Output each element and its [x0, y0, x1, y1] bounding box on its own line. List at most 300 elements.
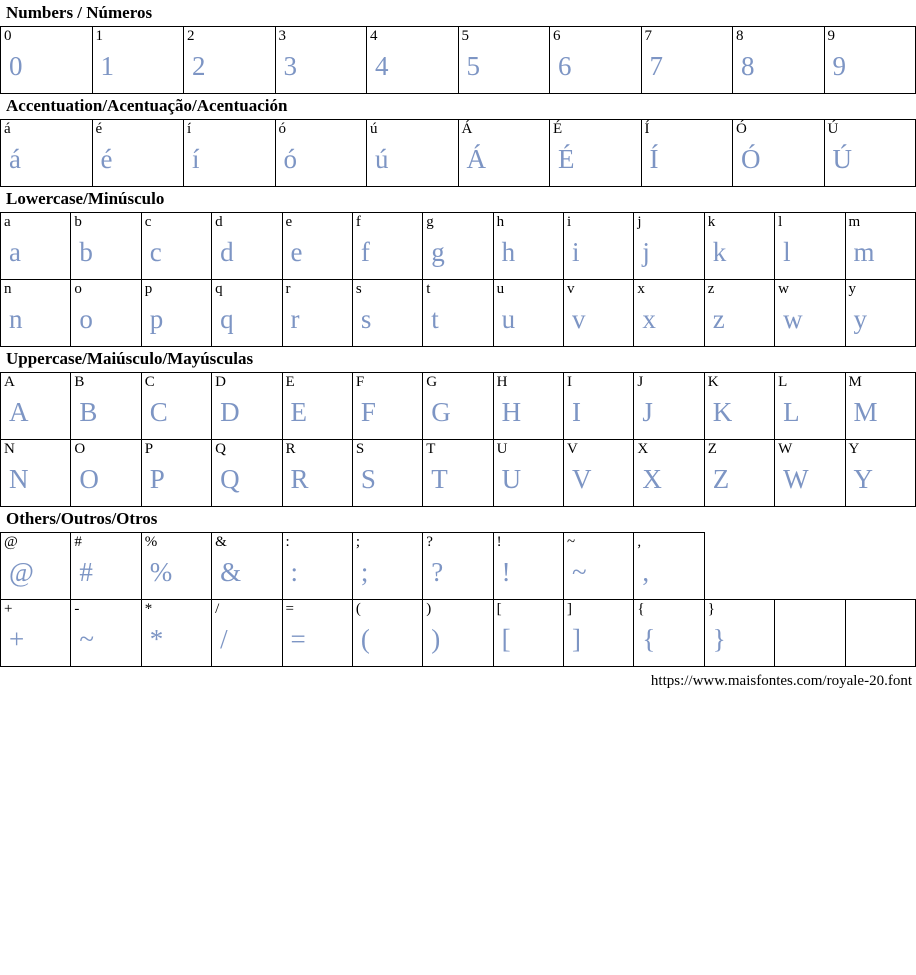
section-numbers [0, 0, 916, 94]
glyph-label: 6 [553, 28, 561, 44]
glyph-sample: ! [501, 557, 511, 587]
glyph-sample: 3 [283, 51, 297, 81]
glyph-label: ó [278, 121, 286, 137]
glyph-sample: h [501, 237, 516, 267]
glyph-label: ! [496, 534, 502, 550]
glyph-sample: L [783, 397, 800, 427]
table-row [1, 213, 916, 280]
glyph-sample: 1 [100, 51, 114, 81]
glyph-label: 1 [95, 28, 103, 44]
glyph-sample: ; [360, 557, 369, 587]
glyph-label: í [187, 121, 192, 137]
glyph-label: V [567, 441, 578, 457]
glyph-cell[interactable] [493, 373, 563, 440]
glyph-cell[interactable] [704, 600, 774, 667]
glyph-sample: ) [431, 624, 441, 654]
glyph-label: r [285, 281, 291, 297]
glyph-sample: Z [712, 464, 730, 494]
glyph-sample: Í [649, 144, 659, 174]
glyph-sample: 2 [192, 51, 206, 81]
glyph-cell[interactable] [550, 120, 642, 187]
glyph-label: ] [567, 601, 572, 617]
glyph-cell[interactable] [775, 373, 845, 440]
section-title-uppercase: Uppercase/Maiúsculo/Mayúsculas [6, 349, 254, 368]
glyph-label: j [637, 214, 642, 230]
glyph-label: I [567, 374, 572, 390]
glyph-cell[interactable] [212, 600, 282, 667]
glyph-cell[interactable] [275, 27, 367, 94]
glyph-label: E [285, 374, 295, 390]
glyph-label: i [567, 214, 572, 230]
glyph-label: ) [426, 601, 432, 617]
glyph-cell[interactable] [775, 440, 845, 507]
glyph-sample: s [360, 304, 372, 334]
glyph-label: Q [215, 441, 226, 457]
glyph-sample: @ [9, 557, 34, 587]
glyph-label: # [74, 534, 82, 550]
glyph-cell[interactable] [1, 373, 71, 440]
glyph-label: % [144, 534, 158, 550]
section-title-lowercase: Lowercase/Minúsculo [6, 189, 165, 208]
glyph-sample: % [149, 557, 173, 587]
section-title-numbers: Numbers / Números [6, 3, 153, 22]
glyph-label: F [355, 374, 365, 390]
glyph-cell[interactable] [1, 280, 71, 347]
glyph-cell[interactable] [634, 533, 704, 600]
glyph-label: e [285, 214, 293, 230]
glyph-sample: T [431, 464, 448, 494]
glyph-label: Á [461, 121, 473, 137]
glyph-label: y [848, 281, 856, 297]
glyph-cell[interactable] [493, 533, 563, 600]
glyph-sample: G [431, 397, 451, 427]
glyph-label: Y [848, 441, 860, 457]
glyph-cell-empty [775, 600, 845, 667]
glyph-label: 7 [644, 28, 652, 44]
glyph-cell[interactable] [493, 440, 563, 507]
glyph-sample: v [572, 304, 586, 334]
glyph-label: * [144, 601, 153, 617]
glyph-label: m [848, 214, 861, 230]
glyph-sample: { [642, 624, 656, 654]
glyph-label: G [426, 374, 438, 390]
glyph-cell[interactable] [634, 213, 704, 280]
glyph-label: X [637, 441, 649, 457]
glyph-sample: w [783, 304, 803, 334]
glyph-sample: H [501, 397, 522, 427]
glyph-sample: ? [431, 557, 444, 587]
glyph-cell[interactable] [423, 373, 493, 440]
glyph-cell[interactable] [282, 440, 352, 507]
glyph-cell[interactable] [634, 373, 704, 440]
glyph-cell[interactable] [282, 600, 352, 667]
glyph-cell[interactable] [71, 280, 141, 347]
source-url[interactable]: https://www.maisfontes.com/royale-20.font [650, 673, 912, 689]
glyph-sample: i [572, 237, 580, 267]
glyph-label: n [4, 281, 12, 297]
glyph-label: U [496, 441, 508, 457]
glyph-label: & [215, 534, 227, 550]
glyph-label: ú [370, 121, 378, 137]
glyph-cell[interactable] [550, 27, 642, 94]
glyph-sample: z [712, 304, 725, 334]
glyph-label: @ [4, 534, 18, 550]
glyph-sample: Y [853, 464, 873, 494]
glyph-cell[interactable] [1, 533, 71, 600]
glyph-label: L [778, 374, 788, 390]
glyph-label: ~ [567, 534, 576, 550]
glyph-sample: I [572, 397, 581, 427]
glyph-sample: + [9, 624, 25, 654]
glyph-cell[interactable] [564, 440, 634, 507]
glyph-cell[interactable] [423, 213, 493, 280]
glyph-cell[interactable] [141, 213, 211, 280]
glyph-sample: x [642, 304, 656, 334]
glyph-cell[interactable] [1, 600, 71, 667]
glyph-cell[interactable] [423, 533, 493, 600]
glyph-label: k [707, 214, 716, 230]
glyph-cell[interactable] [141, 600, 211, 667]
glyph-sample: [ [501, 624, 511, 654]
glyph-sample: 5 [466, 51, 480, 81]
glyph-cell[interactable] [184, 120, 276, 187]
glyph-label: - [74, 601, 80, 617]
glyph-cell[interactable] [141, 373, 211, 440]
glyph-cell[interactable] [493, 600, 563, 667]
glyph-label: w [778, 281, 789, 297]
glyph-sample: A [9, 397, 29, 427]
glyph-cell-empty [845, 600, 916, 667]
glyph-sample: & [220, 557, 242, 587]
glyph-cell[interactable] [641, 120, 733, 187]
glyph-label: / [215, 601, 220, 617]
glyph-label: É [553, 121, 563, 137]
glyph-label: ( [355, 601, 361, 617]
glyph-label: M [848, 374, 862, 390]
glyph-label: 3 [278, 28, 286, 44]
glyph-sample: # [79, 557, 93, 587]
glyph-sample: / [220, 624, 228, 654]
glyph-sample: O [79, 464, 99, 494]
glyph-cell[interactable] [1, 440, 71, 507]
glyph-cell[interactable] [704, 373, 774, 440]
glyph-sample: 6 [558, 51, 572, 81]
glyph-label: p [144, 281, 153, 297]
table-row [1, 27, 916, 94]
glyph-label: + [4, 601, 13, 617]
glyph-label: f [355, 214, 361, 230]
glyph-label: q [215, 281, 223, 297]
glyph-sample: U [501, 464, 522, 494]
glyph-cell[interactable] [845, 373, 916, 440]
glyph-cell[interactable] [282, 373, 352, 440]
glyph-label: 0 [4, 28, 12, 44]
glyph-cell[interactable] [733, 27, 825, 94]
glyph-sample: X [642, 464, 662, 494]
glyph-label: 2 [187, 28, 195, 44]
glyph-label: Z [707, 441, 717, 457]
glyph-cell[interactable] [141, 440, 211, 507]
glyph-sample: ~ [572, 557, 587, 587]
glyph-label: é [95, 121, 103, 137]
glyph-sample: n [9, 304, 23, 334]
glyph-label: K [707, 374, 719, 390]
glyph-label: 9 [827, 28, 835, 44]
glyph-sample: J [642, 397, 653, 427]
glyph-sample: B [79, 397, 98, 427]
glyph-label: z [707, 281, 715, 297]
glyph-cell[interactable] [352, 440, 422, 507]
glyph-cell[interactable] [367, 120, 459, 187]
glyph-label: h [496, 214, 505, 230]
glyph-cell[interactable] [352, 600, 422, 667]
glyph-label: g [426, 214, 434, 230]
glyph-sample: b [79, 237, 93, 267]
glyph-table-accentuation [0, 119, 916, 187]
glyph-sample: F [360, 397, 376, 427]
glyph-sample: a [9, 237, 21, 267]
table-row [1, 533, 916, 600]
glyph-cell[interactable] [493, 213, 563, 280]
glyph-cell[interactable] [1, 213, 71, 280]
glyph-label: D [215, 374, 226, 390]
glyph-cell[interactable] [212, 533, 282, 600]
glyph-cell[interactable] [634, 600, 704, 667]
glyph-label: u [496, 281, 505, 297]
glyph-cell[interactable] [493, 280, 563, 347]
glyph-cell[interactable] [634, 440, 704, 507]
glyph-cell[interactable] [212, 280, 282, 347]
glyph-sample: y [853, 304, 867, 334]
glyph-sample: t [431, 304, 439, 334]
table-row [1, 600, 916, 667]
glyph-cell[interactable] [352, 373, 422, 440]
glyph-cell[interactable] [564, 533, 634, 600]
glyph-sample: 0 [9, 51, 23, 81]
glyph-label: Ó [736, 121, 747, 137]
glyph-sample: C [149, 397, 168, 427]
glyph-label: O [74, 441, 86, 457]
glyph-sample: ó [283, 144, 297, 174]
glyph-cell[interactable] [733, 120, 825, 187]
glyph-cell[interactable] [704, 213, 774, 280]
glyph-cell[interactable] [92, 120, 184, 187]
glyph-sample: , [642, 557, 650, 587]
glyph-cell[interactable] [212, 213, 282, 280]
glyph-sample: 8 [741, 51, 755, 81]
section-title-accentuation: Accentuation/Acentuação/Acentuación [6, 96, 288, 115]
glyph-label: B [74, 374, 85, 390]
glyph-cell[interactable] [641, 27, 733, 94]
glyph-label: N [4, 441, 15, 457]
glyph-label: [ [496, 601, 502, 617]
glyph-cell[interactable] [634, 280, 704, 347]
glyph-label: ; [355, 534, 361, 550]
glyph-sample: j [642, 237, 650, 267]
glyph-label: W [778, 441, 793, 457]
section-lowercase [0, 187, 916, 347]
glyph-label: = [285, 601, 294, 617]
glyph-label: S [355, 441, 365, 457]
glyph-label: T [426, 441, 436, 457]
glyph-table-others [0, 532, 916, 667]
glyph-cell[interactable] [367, 27, 459, 94]
section-uppercase [0, 347, 916, 507]
glyph-sample: u [501, 304, 516, 334]
glyph-label: v [567, 281, 575, 297]
glyph-sample: l [783, 237, 791, 267]
glyph-label: 5 [461, 28, 469, 44]
glyph-sample: Q [220, 464, 240, 494]
glyph-cell[interactable] [282, 280, 352, 347]
glyph-cell[interactable] [71, 600, 141, 667]
glyph-label: { [637, 601, 645, 617]
glyph-cell[interactable] [458, 27, 550, 94]
glyph-sample: É [558, 144, 575, 174]
glyph-cell[interactable] [92, 27, 184, 94]
glyph-label: o [74, 281, 82, 297]
glyph-cell[interactable] [212, 373, 282, 440]
glyph-cell[interactable] [564, 373, 634, 440]
glyph-label: J [637, 374, 644, 390]
glyph-sample: r [290, 304, 300, 334]
glyph-cell[interactable] [458, 120, 550, 187]
glyph-cell[interactable] [564, 213, 634, 280]
table-row [1, 280, 916, 347]
glyph-sample: ] [572, 624, 581, 654]
glyph-cell[interactable] [845, 213, 916, 280]
section-others [0, 507, 916, 667]
glyph-cell[interactable] [775, 280, 845, 347]
glyph-label: C [144, 374, 155, 390]
glyph-cell[interactable] [564, 600, 634, 667]
glyph-sample: Á [466, 144, 486, 174]
glyph-sample: ~ [79, 624, 94, 654]
glyph-label: : [285, 534, 290, 550]
glyph-sample: á [9, 144, 21, 174]
glyph-sample: = [290, 624, 306, 654]
glyph-label: d [215, 214, 223, 230]
glyph-cell[interactable] [1, 120, 93, 187]
glyph-table-lowercase [0, 212, 916, 347]
glyph-label: t [426, 281, 431, 297]
glyph-cell[interactable] [845, 440, 916, 507]
glyph-label: c [144, 214, 152, 230]
glyph-cell[interactable] [282, 533, 352, 600]
glyph-cell[interactable] [71, 440, 141, 507]
glyph-sample: í [192, 144, 200, 174]
glyph-cell[interactable] [352, 280, 422, 347]
glyph-sample: W [783, 464, 809, 494]
glyph-label: a [4, 214, 11, 230]
glyph-sample: * [149, 624, 164, 654]
glyph-cell[interactable] [704, 280, 774, 347]
glyph-sample: p [149, 304, 164, 334]
table-row [1, 373, 916, 440]
glyph-sample: } [712, 624, 726, 654]
glyph-sample: é [100, 144, 113, 174]
glyph-sample: m [853, 237, 875, 267]
glyph-sample: d [220, 237, 234, 267]
glyph-label: s [355, 281, 362, 297]
glyph-cell[interactable] [184, 27, 276, 94]
glyph-label: l [778, 214, 783, 230]
glyph-cell[interactable] [352, 213, 422, 280]
glyph-label: x [637, 281, 645, 297]
glyph-sample: q [220, 304, 234, 334]
glyph-sample: 7 [649, 51, 663, 81]
glyph-label: 4 [370, 28, 378, 44]
glyph-sample: e [290, 237, 303, 267]
glyph-cell[interactable] [71, 373, 141, 440]
glyph-cell[interactable] [423, 440, 493, 507]
glyph-cell[interactable] [824, 27, 916, 94]
glyph-cell[interactable] [275, 120, 367, 187]
glyph-sample: V [572, 464, 592, 494]
glyph-sample: f [360, 237, 370, 267]
glyph-cell[interactable] [71, 533, 141, 600]
glyph-sample: c [149, 237, 162, 267]
glyph-label: H [496, 374, 508, 390]
glyph-cell[interactable] [1, 27, 93, 94]
glyph-label: Í [644, 121, 650, 137]
glyph-sample: Ú [832, 144, 852, 174]
glyph-cell[interactable] [212, 440, 282, 507]
glyph-cell[interactable] [824, 120, 916, 187]
glyph-sample: S [360, 464, 376, 494]
glyph-sample: : [290, 557, 299, 587]
glyph-table-uppercase [0, 372, 916, 507]
glyph-label: ? [426, 534, 433, 550]
glyph-sample: 9 [832, 51, 846, 81]
glyph-cell[interactable] [564, 280, 634, 347]
glyph-label: Ú [827, 121, 839, 137]
glyph-sample: M [853, 397, 878, 427]
glyph-sample: Ó [741, 144, 761, 174]
glyph-sample: E [290, 397, 307, 427]
section-accentuation [0, 94, 916, 187]
glyph-cell[interactable] [423, 600, 493, 667]
glyph-sample: ú [375, 144, 389, 174]
glyph-label: , [637, 534, 642, 550]
glyph-sample: N [9, 464, 29, 494]
glyph-cell[interactable] [775, 213, 845, 280]
glyph-label: b [74, 214, 82, 230]
glyph-sample: D [220, 397, 240, 427]
glyph-cell[interactable] [352, 533, 422, 600]
glyph-cell[interactable] [71, 213, 141, 280]
glyph-sample: k [712, 237, 727, 267]
glyph-label: 8 [736, 28, 744, 44]
table-row [1, 120, 916, 187]
glyph-sample: P [149, 464, 165, 494]
glyph-cell[interactable] [282, 213, 352, 280]
glyph-label: á [4, 121, 11, 137]
glyph-cell[interactable] [141, 280, 211, 347]
glyph-sample: g [431, 237, 445, 267]
glyph-label: } [707, 601, 715, 617]
glyph-label: P [144, 441, 154, 457]
glyph-cell[interactable] [704, 440, 774, 507]
table-row [1, 440, 916, 507]
glyph-sample: 4 [375, 51, 389, 81]
glyph-cell[interactable] [423, 280, 493, 347]
glyph-table-numbers [0, 26, 916, 94]
glyph-sample: R [290, 464, 309, 494]
glyph-cell[interactable] [845, 280, 916, 347]
glyph-sample: o [79, 304, 93, 334]
glyph-cell[interactable] [141, 533, 211, 600]
